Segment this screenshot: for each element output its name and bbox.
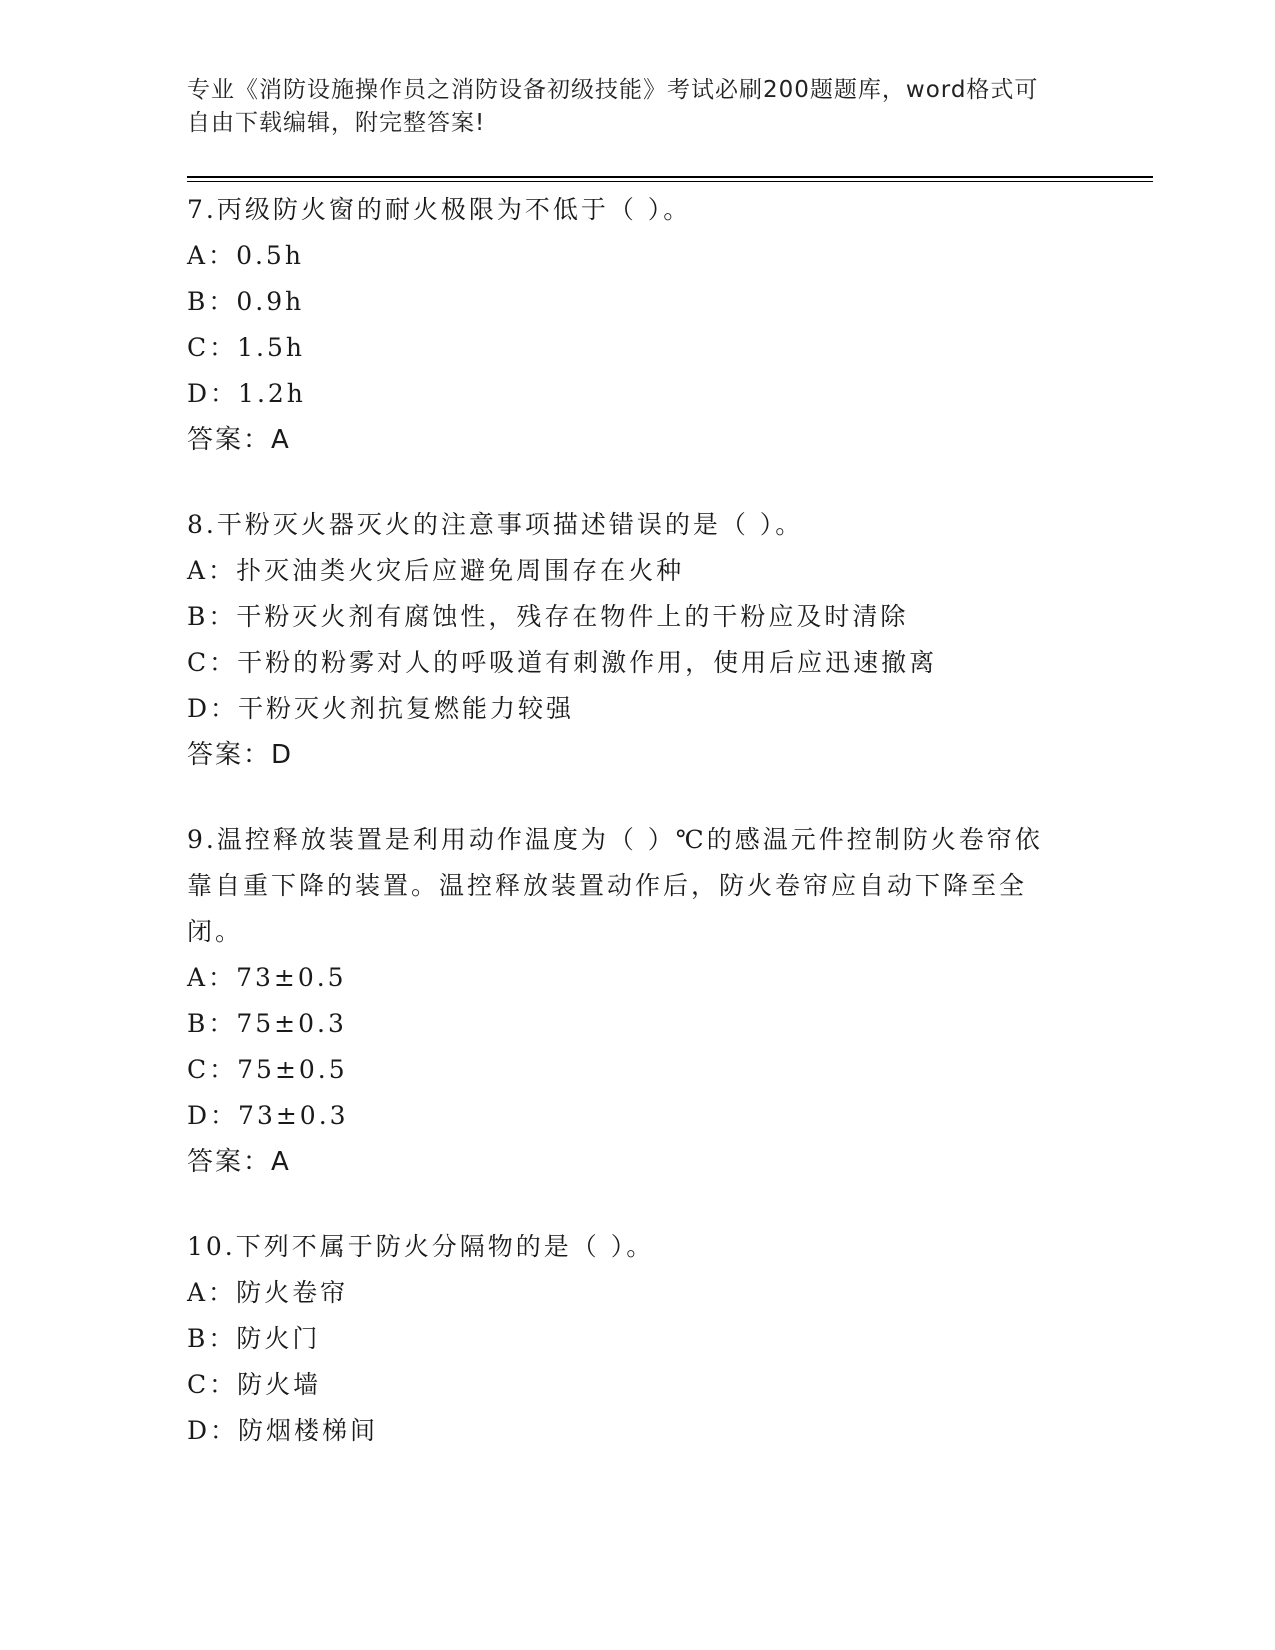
option-text: 干粉灭火剂抗复燃能力较强: [238, 694, 575, 723]
header-line-1: 专业《消防设施操作员之消防设备初级技能》考试必刷200题题库，word格式可: [187, 77, 1039, 103]
option-letter: C：: [187, 1055, 238, 1084]
option-a: [187, 233, 1067, 279]
option-letter: B：: [187, 287, 237, 316]
option-text: 73±0.5: [236, 963, 347, 992]
option-letter: B：: [187, 602, 237, 631]
answer-line: 答案：A: [187, 1147, 291, 1177]
option-text: 0.9h: [236, 287, 305, 316]
question-text: 9.温控释放装置是利用动作温度为（ ）℃的感温元件控制防火卷帘依靠自重下降的装置。温控释放装置动作后，防火卷帘应自动下降至全闭。: [187, 825, 1043, 946]
option-text: 防火门: [236, 1324, 321, 1353]
option-letter: C：: [187, 648, 238, 677]
question-9: [187, 817, 1067, 1185]
option-letter: A：: [187, 556, 237, 585]
option-letter: A：: [187, 1278, 237, 1307]
option-d: [187, 1408, 1067, 1454]
option-letter: A：: [187, 963, 237, 992]
header-divider-thin: [187, 181, 1153, 182]
option-d: [187, 686, 1067, 732]
option-letter: C：: [187, 1370, 238, 1399]
document-header: [187, 74, 1067, 140]
option-text: 防烟楼梯间: [238, 1416, 379, 1445]
header-line-2: 自由下载编辑，附完整答案!: [187, 110, 486, 136]
option-text: 1.2h: [238, 379, 306, 408]
option-text: 73±0.3: [238, 1101, 349, 1130]
option-text: 1.5h: [237, 333, 305, 362]
option-c: [187, 640, 1067, 686]
question-8: [187, 502, 1067, 778]
option-text: 75±0.3: [236, 1009, 347, 1038]
question-text: 10.下列不属于防火分隔物的是（ ）。: [187, 1232, 655, 1261]
question-text: 7.丙级防火窗的耐火极限为不低于（ ）。: [187, 195, 692, 224]
option-text: 75±0.5: [237, 1055, 348, 1084]
question-7: [187, 187, 1067, 463]
option-d: [187, 371, 1067, 417]
option-letter: C：: [187, 333, 238, 362]
option-text: 扑灭油类火灾后应避免周围存在火种: [236, 556, 685, 585]
option-text: 0.5h: [236, 241, 304, 270]
option-letter: B：: [187, 1009, 237, 1038]
option-a: [187, 955, 1067, 1001]
option-text: 干粉灭火剂有腐蚀性，残存在物件上的干粉应及时清除: [236, 602, 909, 631]
option-letter: A：: [187, 241, 237, 270]
option-letter: D：: [187, 1416, 239, 1445]
option-b: [187, 1316, 1067, 1362]
option-c: [187, 1047, 1067, 1093]
option-c: [187, 325, 1067, 371]
question-text: 8.干粉灭火器灭火的注意事项描述错误的是（ ）。: [187, 510, 804, 539]
option-letter: D：: [187, 694, 239, 723]
question-10: [187, 1224, 1067, 1454]
header-divider-thick: [187, 176, 1153, 178]
option-b: [187, 594, 1067, 640]
option-letter: D：: [187, 379, 239, 408]
option-text: 干粉的粉雾对人的呼吸道有刺激作用，使用后应迅速撤离: [237, 648, 938, 677]
answer-line: 答案：D: [187, 740, 294, 770]
option-a: [187, 548, 1067, 594]
option-text: 防火墙: [237, 1370, 322, 1399]
option-text: 防火卷帘: [236, 1278, 349, 1307]
option-c: [187, 1362, 1067, 1408]
option-b: [187, 1001, 1067, 1047]
question-list: [187, 187, 1067, 1493]
answer-line: 答案：A: [187, 425, 291, 455]
option-b: [187, 279, 1067, 325]
option-d: [187, 1093, 1067, 1139]
option-letter: B：: [187, 1324, 237, 1353]
option-letter: D：: [187, 1101, 239, 1130]
option-a: [187, 1270, 1067, 1316]
